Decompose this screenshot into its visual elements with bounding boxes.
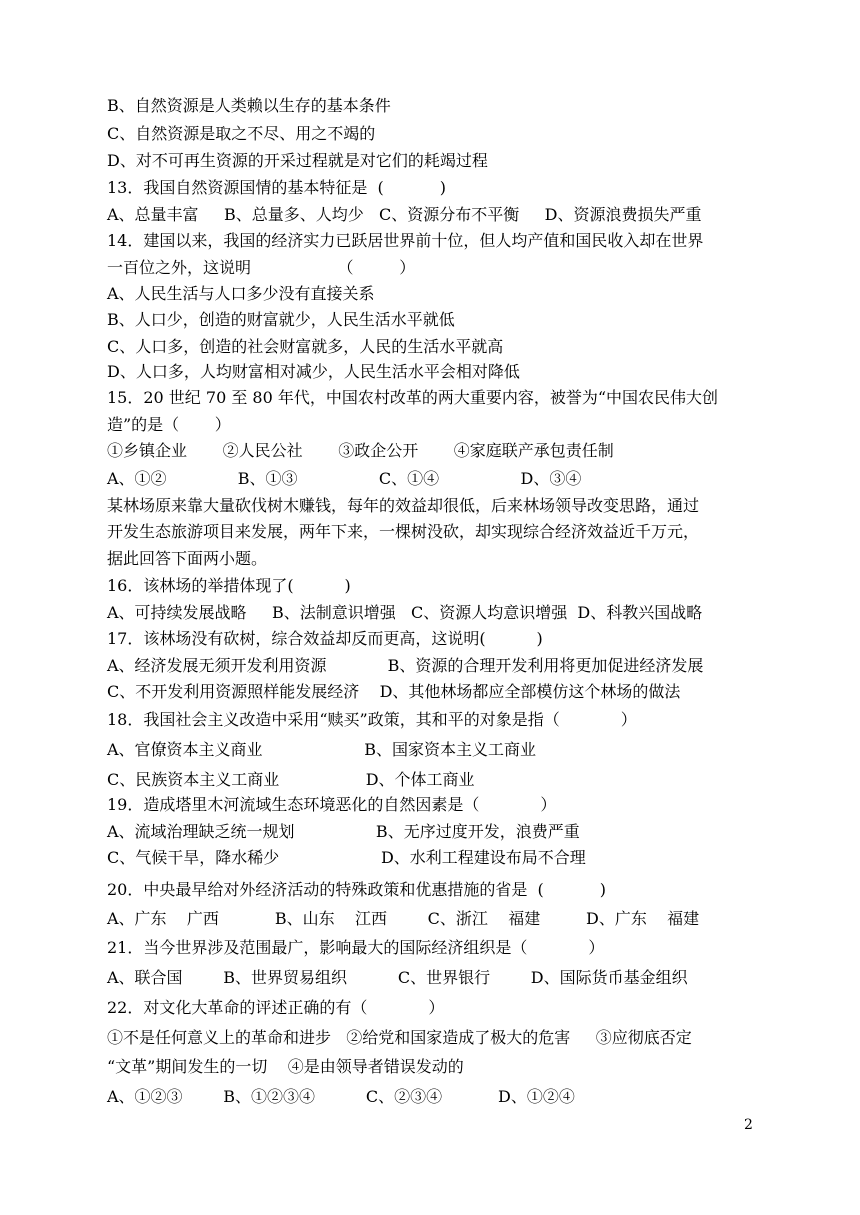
text-line: 造”的是（ ） [107, 415, 231, 434]
passage-line: 某林场原来靠大量砍伐树木赚钱，每年的效益却很低，后来林场领导改变思路，通过 [107, 496, 700, 515]
question-17: 17．该林场没有砍树，综合效益却反而更高，这说明( ) [107, 629, 543, 648]
text-line: C、不开发利用资源照样能发展经济 D、其他林场都应全部模仿这个林场的做法 [107, 682, 681, 701]
page-number: 2 [744, 1117, 753, 1133]
question-14: 14．建国以来，我国的经济实力已跃居世界前十位，但人均产值和国民收入却在世界 [107, 231, 704, 250]
passage-line: 开发生态旅游项目来发展，两年下来，一棵树没砍，却实现综合经济效益近千万元， [107, 522, 700, 541]
question-22: 22．对文化大革命的评述正确的有（ ） [107, 998, 445, 1017]
text-line: A、①②③ B、①②③④ C、②③④ D、①②④ [107, 1087, 575, 1106]
text-line: C、气候干旱，降水稀少 D、水利工程建设布局不合理 [107, 848, 586, 867]
text-line: A、总量丰富 B、总量多、人均少 C、资源分布不平衡 D、资源浪费损失严重 [107, 205, 702, 224]
text-line: C、自然资源是取之不尽、用之不竭的 [107, 124, 376, 143]
text-line: D、对不可再生资源的开采过程就是对它们的耗竭过程 [107, 151, 488, 170]
text-line: A、经济发展无须开发利用资源 B、资源的合理开发利用将更加促进经济发展 [107, 656, 704, 675]
text-line: D、人口多，人均财富相对减少，人民生活水平会相对降低 [107, 362, 520, 381]
passage-line: 据此回答下面两小题。 [107, 549, 268, 568]
text-line: A、①② B、①③ C、①④ D、③④ [107, 469, 582, 488]
question-16: 16．该林场的举措体现了( ) [107, 576, 351, 595]
text-line: ①不是任何意义上的革命和进步 ②给党和国家造成了极大的危害 ③应彻底否定 [107, 1028, 692, 1047]
text-line: A、流域治理缺乏统一规划 B、无序过度开发，浪费严重 [107, 822, 580, 841]
text-line: A、人民生活与人口多少没有直接关系 [107, 284, 375, 303]
text-line: ①乡镇企业 ②人民公社 ③政企公开 ④家庭联产承包责任制 [107, 441, 614, 460]
text-line: A、广东 广西 B、山东 江西 C、浙江 福建 D、广东 福建 [107, 909, 700, 928]
text-line: A、官僚资本主义商业 B、国家资本主义工商业 [107, 740, 537, 759]
question-21: 21．当今世界涉及范围最广，影响最大的国际经济组织是（ ） [107, 938, 605, 957]
question-18: 18．我国社会主义改造中采用“赎买”政策，其和平的对象是指（ ） [107, 710, 637, 729]
question-13: 13．我国自然资源国情的基本特征是 ( ) [107, 178, 446, 197]
text-line: “文革”期间发生的一切 ④是由领导者错误发动的 [107, 1057, 464, 1076]
question-15: 15．20 世纪 70 至 80 年代，中国农村改革的两大重要内容，被誉为“中国农民伟大创 [107, 388, 719, 407]
text-line: A、可持续发展战略 B、法制意识增强 C、资源人均意识增强 D、科教兴国战略 [107, 603, 703, 622]
text-line: C、人口多，创造的社会财富就多，人民的生活水平就高 [107, 337, 504, 356]
question-19: 19．造成塔里木河流域生态环境恶化的自然因素是（ ） [107, 795, 557, 814]
text-line: C、民族资本主义工商业 D、个体工商业 [107, 770, 475, 789]
question-20: 20．中央最早给对外经济活动的特殊政策和优惠措施的省是 ( ) [107, 880, 606, 899]
text-line: 一百位之外，这说明 （ ） [107, 258, 416, 277]
text-line: B、人口少，创造的财富就少，人民生活水平就低 [107, 310, 455, 329]
text-line: B、自然资源是人类赖以生存的基本条件 [107, 96, 391, 115]
text-line: A、联合国 B、世界贸易组织 C、世界银行 D、国际货币基金组织 [107, 968, 688, 987]
